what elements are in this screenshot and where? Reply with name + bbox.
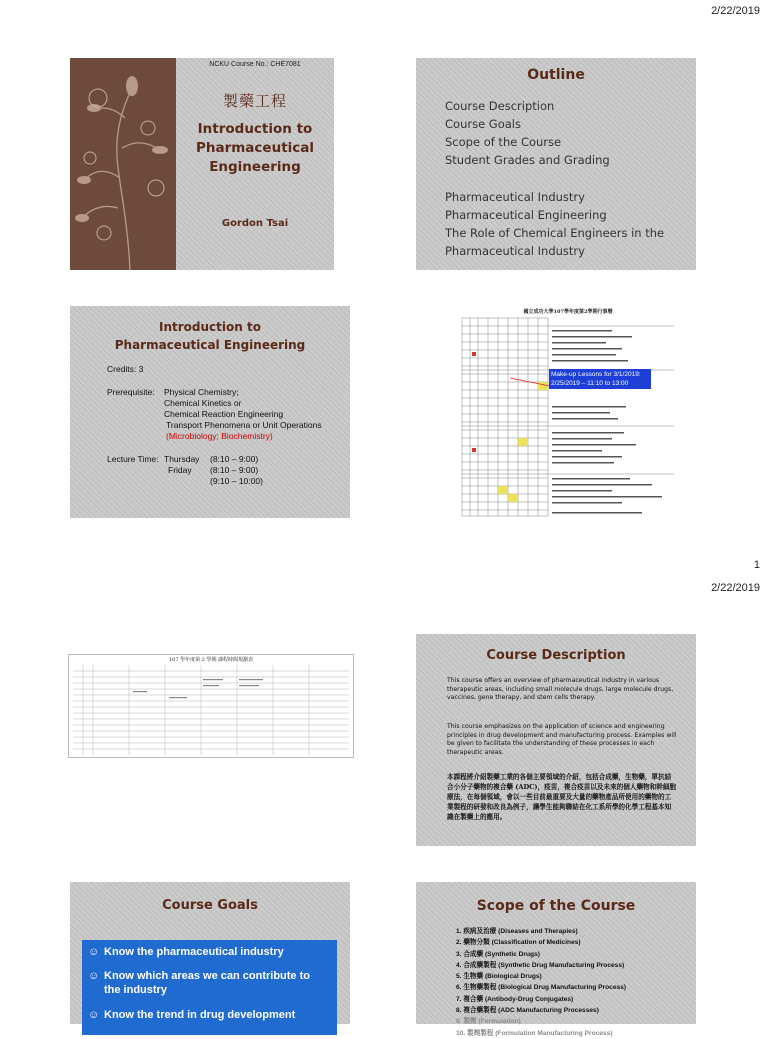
floral-illustration — [70, 58, 176, 270]
page1-number: 1 — [753, 559, 760, 571]
outline-list — [445, 97, 664, 260]
scope-item: 4. 合成藥製程 (Synthetic Drug Manufacturing Process) — [456, 960, 625, 969]
prereq-item: Chemical Reaction Engineering — [164, 409, 284, 419]
title-line: Engineering — [209, 159, 301, 175]
outline-item: Scope of the Course — [445, 135, 562, 149]
title-line: Pharmaceutical — [195, 140, 315, 156]
page1-date: 2/22/2019 — [711, 5, 760, 17]
title-line: Introduction to — [159, 320, 261, 334]
scope-item: 7. 複合藥 (Antibody-Drug Conjugates) — [456, 994, 574, 1003]
prereq-item: Chemical Kinetics or — [164, 398, 242, 408]
credits: Credits: 3 — [107, 364, 144, 374]
goal-text: Know the pharmaceutical industry — [104, 946, 284, 958]
description-chinese: 本課程將介紹製藥工業的各個主要領域的介紹，包括合成藥，生物藥，單抗結合小分子藥物的複合藥 (ADC)，疫苗，複合疫苗以及未來的個人藥物和幹細胞療法，在每個領域，會以一些目前最重要及大量的藥物產品所使用的藥物的工業製程的研發和改良為例子，讓學生能夠聯結在化工系所學的化學工程基本知識在製藥上的應用。 — [447, 773, 677, 821]
smiley-bullet-icon: ☺ — [88, 1009, 100, 1021]
lecture-time-value: (9:10 – 10:00) — [210, 476, 263, 486]
prereq-label: Prerequisite: — [107, 387, 155, 397]
outline-item: The Role of Chemical Engineers in the — [445, 226, 665, 240]
smiley-bullet-icon: ☺ — [88, 946, 100, 958]
slide-intro — [70, 306, 350, 518]
scope-title: Scope of the Course — [476, 898, 636, 914]
scope-item: 1. 疾病及治療 (Diseases and Therapies) — [456, 927, 578, 935]
makeup-lesson-note — [549, 369, 651, 389]
goals-box — [82, 940, 337, 1035]
prerequisites — [107, 387, 322, 442]
intro-body — [107, 364, 322, 487]
slide-scope — [416, 882, 696, 1037]
slide-course-description — [416, 634, 696, 846]
goals-title: Course Goals — [162, 898, 258, 913]
slide-title — [70, 58, 334, 270]
outline-item: Pharmaceutical Engineering — [445, 208, 607, 222]
outline-title: Outline — [527, 67, 585, 83]
schedule-title: 107 學年度第 2 學期 課程時間規劃表 — [168, 657, 254, 663]
slide-outline — [416, 58, 696, 270]
smiley-bullet-icon: ☺ — [88, 970, 100, 982]
calendar-title: 國立成功大學107學年度第2學期行事曆 — [523, 309, 613, 315]
lecture-time-value: (8:10 – 9:00) — [210, 465, 259, 475]
outline-item: Course Goals — [445, 117, 521, 131]
prereq-extra: (Microbiology; Biochemistry) — [166, 431, 273, 441]
lecture-time-value: (8:10 – 9:00) — [210, 454, 259, 464]
lecture-day — [164, 476, 210, 487]
page2-date: 2/22/2019 — [711, 582, 760, 594]
outline-item: Pharmaceutical Industry — [445, 190, 585, 204]
description-paragraph-1: This course offers an overview of pharmaceutical industry in various therapeutic areas, including small molecule drugs, large molecule drugs, vaccines, gene therapy, and stem cells therapy. — [447, 677, 674, 701]
outline-item: Course Description — [445, 99, 555, 113]
lecture-day: Thursday — [164, 454, 200, 464]
scope-item: 3. 合成藥 (Synthetic Drugs) — [456, 949, 540, 958]
calendar-grid — [462, 318, 674, 516]
description-paragraph-2: This course emphasizes on the application of science and engineering principles in drug development and manufacturing process. Examples will be given to facilitate the understanding of these processes in each therapeutic areas. — [447, 723, 677, 756]
goal-text: Know the trend in drug development — [104, 1009, 296, 1021]
slide-course-goals — [70, 882, 350, 1024]
note-line: 2/25/2019 – 11:10 to 13:00 — [551, 380, 629, 387]
author-name: Gordon Tsai — [221, 218, 289, 229]
intro-title — [70, 318, 350, 354]
outline-item: Student Grades and Grading — [445, 153, 610, 167]
slide-schedule-table — [68, 654, 354, 758]
goal-item — [88, 945, 284, 959]
course-number: NCKU Course No.: CHE7081 — [209, 61, 301, 68]
title-line: Introduction to — [197, 121, 313, 137]
scope-item: 2. 藥物分類 (Classification of Medicines) — [456, 938, 581, 947]
scope-item: 8. 複合藥製程 (ADC Manufacturing Processes) — [456, 1006, 599, 1015]
slide-calendar — [458, 306, 678, 518]
chinese-title: 製藥工程 — [222, 92, 287, 110]
lecture-label: Lecture Time: — [107, 454, 159, 464]
scope-list — [456, 926, 626, 1039]
goal-item — [88, 1008, 295, 1022]
scope-item: 9. 製劑 (Formulation) — [456, 1017, 521, 1026]
outline-item: Pharmaceutical Industry — [445, 244, 585, 258]
description-title: Course Description — [486, 648, 626, 663]
goal-text: Know which areas we can contribute to the industry — [104, 970, 310, 996]
floral-panel — [70, 58, 176, 270]
prereq-item: Physical Chemistry; — [164, 387, 239, 397]
scope-item: 5. 生物藥 (Biological Drugs) — [456, 972, 542, 981]
prereq-item: Transport Phenomena or Unit Operations — [166, 420, 322, 430]
lecture-time — [107, 454, 322, 487]
title-line: Pharmaceutical Engineering — [114, 338, 306, 352]
scope-item: 6. 生物藥製程 (Biological Drug Manufacturing Process) — [456, 983, 627, 992]
goal-item — [88, 969, 326, 997]
slide-main-title — [176, 120, 334, 177]
schedule-grid — [73, 665, 349, 755]
scope-item: 10. 製劑製程 (Formulation Manufacturing Process) — [456, 1028, 613, 1037]
note-line: Make-up Lessons for 3/1/2019: — [551, 371, 641, 378]
lecture-day: Friday — [168, 465, 192, 475]
